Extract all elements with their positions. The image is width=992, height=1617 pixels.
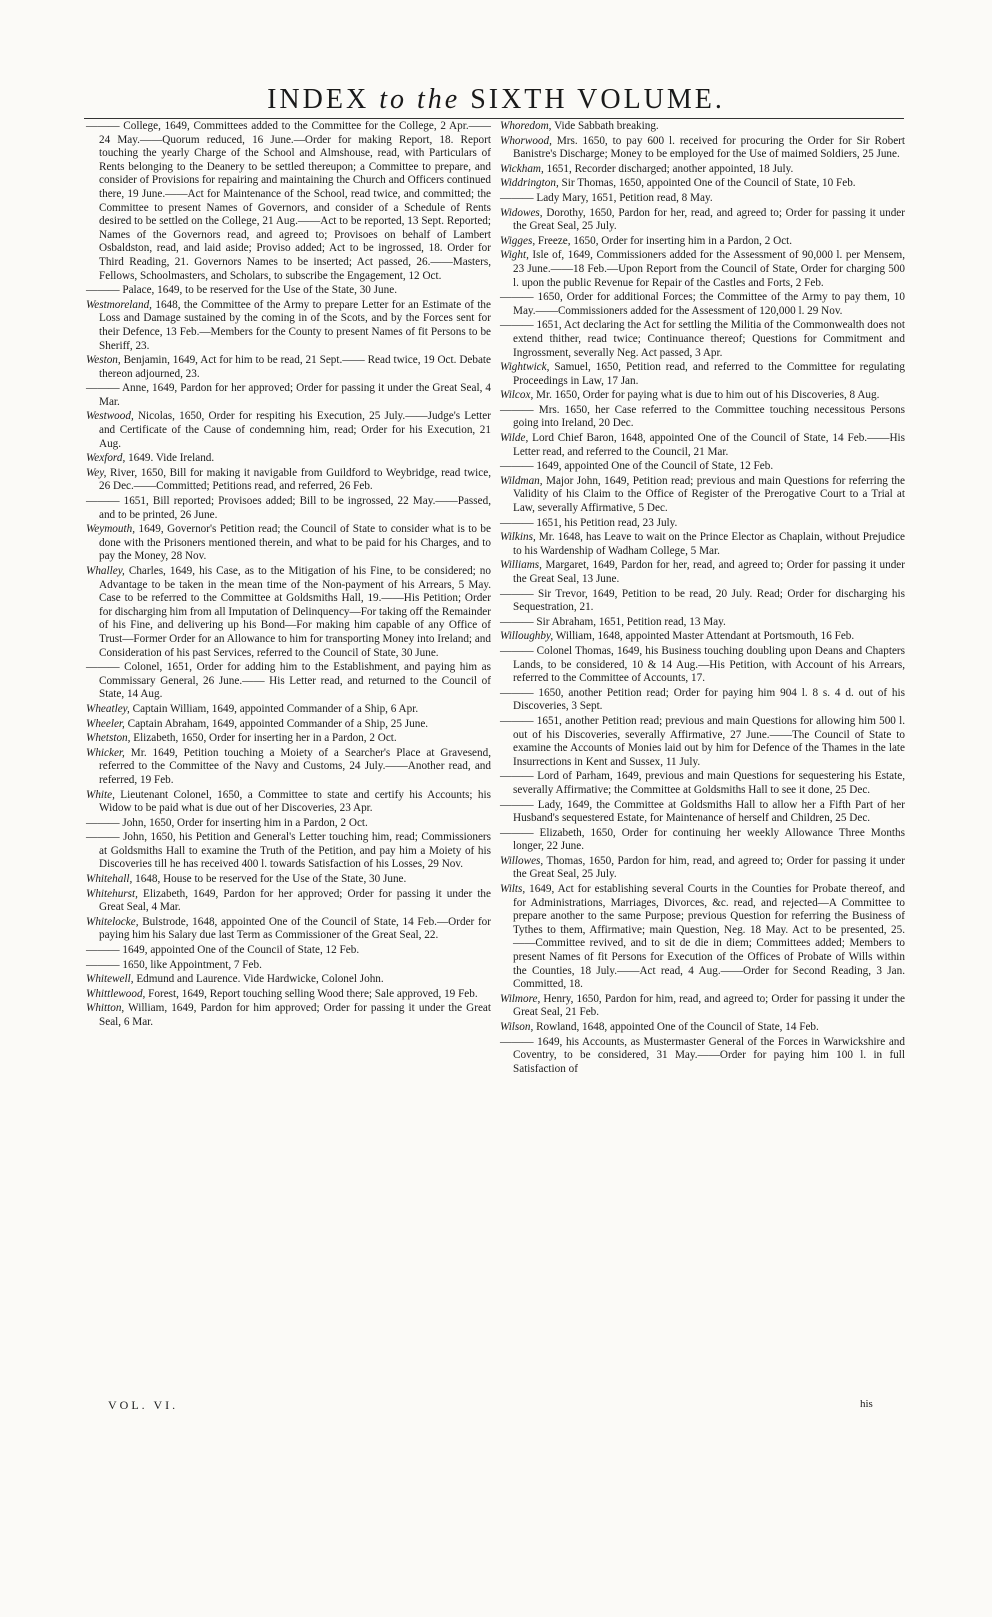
- index-entry: [500, 799, 905, 826]
- entry-text: Freeze, 1650, Order for inserting him in a Pardon, 2 Oct.: [535, 234, 793, 247]
- entry-text: Henry, 1650, Pardon for him, read, and agreed to; Order for passing it under the Great Seal, 21 Feb.: [513, 992, 905, 1019]
- index-entry: [500, 460, 905, 474]
- right-column: [500, 120, 905, 1077]
- index-entry: [86, 703, 491, 717]
- entry-headword: Wilson,: [500, 1021, 534, 1033]
- entry-text: ——— Palace, 1649, to be reserved for the Use of the State, 30 June.: [86, 284, 397, 297]
- entry-text: Forest, 1649, Report touching selling Wood there; Sale approved, 19 Feb.: [145, 987, 478, 1000]
- index-entry: [500, 177, 905, 191]
- entry-text: ——— Lady Mary, 1651, Petition read, 8 May.: [500, 191, 713, 204]
- entry-text: Elizabeth, 1650, Order for inserting her in a Pardon, 2 Oct.: [130, 732, 397, 745]
- index-entry: [500, 1021, 905, 1035]
- entry-text: 1648, House to be reserved for the Use of the State, 30 June.: [132, 873, 407, 886]
- title-connector: to the: [379, 84, 461, 115]
- index-entry: [500, 715, 905, 769]
- index-entry: [86, 452, 491, 466]
- entry-text: ——— 1649, appointed One of the Council of State, 12 Feb.: [86, 944, 360, 957]
- page-title: [0, 84, 992, 116]
- entry-text: 1648, the Committee of the Army to prepare Letter for an Estimate of the Loss and Damage sustained by the coming in of the Scots, and by the Forces sent for their Defence, 13 Feb.—Members for the County to present Names of fit Persons to be Sheriff, 23.: [99, 298, 491, 352]
- title-index: INDEX: [267, 84, 370, 115]
- entry-text: ——— Lady, 1649, the Committee at Goldsmiths Hall to allow her a Fifth Part of her Husband's sequestered Estate, for Maintenance of herself and Children, 25 Dec.: [500, 798, 905, 825]
- entry-text: Elizabeth, 1649, Pardon for her approved; Order for passing it under the Great Seal, 4 Mar.: [99, 887, 491, 914]
- index-entry: [500, 517, 905, 531]
- index-entry: [500, 207, 905, 234]
- index-entry: [500, 135, 905, 162]
- entry-headword: Whoredom,: [500, 120, 552, 132]
- index-entry: [86, 718, 491, 732]
- entry-text: Captain William, 1649, appointed Commander of a Ship, 6 Apr.: [129, 702, 419, 715]
- index-entry: [500, 827, 905, 854]
- entry-text: 1649, Governor's Petition read; the Council of State to consider what is to be done with the Prisoners mentioned therein, and what to be paid for his Charges, and to pay the Money, 28 Nov.: [99, 523, 491, 563]
- index-entry: [500, 235, 905, 249]
- entry-text: Sir Thomas, 1650, appointed One of the Council of State, 10 Feb.: [558, 177, 856, 190]
- index-entry: [500, 361, 905, 388]
- entry-headword: Whitewell,: [86, 973, 134, 986]
- entry-headword: Widowes,: [500, 206, 543, 219]
- index-entry: [86, 916, 491, 943]
- entry-text: Isle of, 1649, Commissioners added for the Assessment of 90,000 l. per Mensem, 23 June.——18 Feb.—Upon Report from the Council of State, Order for charging 500 l. upon the public Revenue for Repair of the Castles and Forts, 2 Feb.: [513, 249, 905, 289]
- entry-text: Rowland, 1648, appointed One of the Council of State, 14 Feb.: [533, 1021, 819, 1033]
- entry-headword: White,: [86, 788, 115, 801]
- entry-text: Mr. 1648, has Leave to wait on the Prince Elector as Chaplain, without Prejudice to his Wardenship of Wadham College, 5 Mar.: [513, 531, 905, 557]
- entry-text: Bulstrode, 1648, appointed One of the Council of State, 14 Feb.—Order for paying him his Salary due last Term as Commissioner of the Great Seal, 22.: [99, 915, 491, 942]
- entry-text: ——— 1650, another Petition read; Order for paying him 904 l. 8 s. 4 d. out of his Discoveries, 3 Sept.: [500, 686, 905, 713]
- entry-headword: Wilts,: [500, 883, 526, 896]
- entry-text: ——— 1651, Bill reported; Provisoes added; Bill to be ingrossed, 22 May.——Passed, and to be printed, 26 June.: [86, 495, 491, 521]
- entry-headword: Wheeler,: [86, 717, 125, 730]
- volume-signature: VOL. VI.: [108, 1398, 179, 1412]
- entry-text: William, 1649, Pardon for him approved; Order for passing it under the Great Seal, 6 Mar.: [99, 1002, 491, 1028]
- index-entry: [500, 588, 905, 615]
- index-entry: [500, 883, 905, 992]
- index-entry: [86, 495, 491, 522]
- entry-text: ——— Mrs. 1650, her Case referred to the Committee touching necessitous Persons going into Ireland, 20 Dec.: [500, 403, 905, 430]
- entry-headword: Wight,: [500, 249, 529, 262]
- entry-text: ——— 1651, his Petition read, 23 July.: [500, 516, 678, 529]
- entry-headword: Wexford,: [86, 452, 126, 465]
- entry-headword: Wightwick,: [500, 361, 550, 374]
- entry-headword: Wilkins,: [500, 531, 536, 544]
- entry-text: ——— 1649, his Accounts, as Mustermaster General of the Forces in Warwickshire and Coventry, to be considered, 31 May.——Order for paying him 100 l. in full Satisfaction of: [500, 1035, 905, 1075]
- index-entry: [86, 410, 491, 451]
- index-entry: [86, 661, 491, 702]
- entry-headword: Weston,: [86, 354, 121, 367]
- entry-text: ——— John, 1650, Order for inserting him in a Pardon, 2 Oct.: [86, 816, 368, 829]
- entry-text: ——— Anne, 1649, Pardon for her approved; Order for passing it under the Great Seal, 4 Mar.: [86, 382, 491, 408]
- entry-headword: Whalley,: [86, 565, 125, 577]
- index-entry: [86, 789, 491, 816]
- title-volume: SIXTH VOLUME.: [470, 84, 725, 115]
- entry-headword: Wilcox,: [500, 389, 534, 402]
- entry-text: ——— Sir Trevor, 1649, Petition to be read, 20 July. Read; Order for discharging his Sequestration, 21.: [500, 587, 905, 614]
- index-entry: [500, 630, 905, 644]
- entry-headword: Westmoreland,: [86, 298, 152, 311]
- entry-headword: Wickham,: [500, 162, 544, 175]
- index-entry: [500, 687, 905, 714]
- index-entry: [500, 432, 905, 459]
- index-entry: [500, 319, 905, 360]
- entry-text: Nicolas, 1650, Order for respiting his Execution, 25 July.——Judge's Letter and Certificate of the Cause of condemning him, read; Order for his Execution, 21 Aug.: [99, 410, 491, 450]
- index-entry: [86, 732, 491, 746]
- index-entry: [86, 959, 491, 973]
- entry-text: ——— 1650, like Appointment, 7 Feb.: [86, 958, 262, 971]
- entry-headword: Whitehall,: [86, 873, 133, 886]
- index-entry: [86, 747, 491, 788]
- entry-text: Lieutenant Colonel, 1650, a Committee to state and certify his Accounts; his Widow to be paid what is due out of her Discoveries, 23 Apr.: [99, 788, 491, 815]
- entry-text: ——— 1650, Order for additional Forces; the Committee of the Army to pay them, 10 May.——Commissioners added for the Assessment of 120,000 l. 29 Nov.: [500, 291, 905, 317]
- index-entry: [86, 1002, 491, 1029]
- entry-text: Samuel, 1650, Petition read, and referred to the Committee for regulating Proceedings in Law, 17 Jan.: [513, 361, 905, 387]
- entry-text: Mr. 1649, Petition touching a Moiety of a Searcher's Place at Gravesend, referred to the Committee of the Navy and Customs, 24 July.——Another read, and referred, 19 Feb.: [99, 746, 491, 786]
- index-entry: [86, 284, 491, 298]
- index-entry: [86, 354, 491, 381]
- index-entry: [86, 382, 491, 409]
- entry-headword: Willowes,: [500, 854, 544, 867]
- index-entry: [86, 873, 491, 887]
- entry-headword: Whetston,: [86, 732, 131, 745]
- index-entry: [500, 559, 905, 586]
- entry-headword: Whittlewood,: [86, 987, 146, 1000]
- index-entry: [86, 817, 491, 831]
- entry-headword: Wilmore,: [500, 992, 541, 1005]
- entry-text: River, 1650, Bill for making it navigable from Guildford to Weybridge, read twice, 26 Dec.——Committed; Petitions read, and referred, 26 Feb.: [99, 466, 491, 493]
- entry-text: ——— College, 1649, Committees added to the Committee for the College, 2 Apr.——24 May.——Quorum reduced, 16 June.—Order for making Report, 18. Report touching the yearly Charge of the School and Almshouse, read, with Particulars of Rents belonging to the Deanery to be settled thereupon; a Committee to prepare, and consider of Provisions for repairing and maintaining the Church and Officers continued there, 19 June.——Act for Maintenance of the School, read twice, and committed; the Committee to present Names of Governors, and consider of a Schedule of Rents desired to be settled on the College, 21 Aug.——Act to be reported, 13 Sept. Reported; Names of the Governors read, and agreed to; Provisoes on behalf of Lambert Osbaldston, read, and laid aside; Proviso added; Act to be ingrossed, 18. Order for Third Reading, 21. Governors Names to be inserted; Act passed, 26.——Masters, Fellows, Schoolmasters, and Scholars, to subscribe the Engagement, 12 Oct.: [86, 120, 491, 282]
- entry-text: ——— Sir Abraham, 1651, Petition read, 13 May.: [500, 615, 726, 628]
- index-entry: [86, 565, 491, 660]
- entry-text: Vide Sabbath breaking.: [551, 120, 659, 132]
- index-entry: [86, 973, 491, 987]
- index-entry: [86, 523, 491, 564]
- index-entry: [86, 467, 491, 494]
- index-entry: [500, 770, 905, 797]
- entry-text: Captain Abraham, 1649, appointed Commander of a Ship, 25 June.: [124, 717, 429, 730]
- entry-headword: Wey,: [86, 466, 107, 479]
- entry-text: Major John, 1649, Petition read; previous and main Questions for referring the Validity of his Claim to the Office of Register of the Prerogative Court to a Trial at Law, severally Affirmative, 5 Dec.: [513, 474, 905, 515]
- entry-text: Dorothy, 1650, Pardon for her, read, and agreed to; Order for passing it under the Great Seal, 25 July.: [513, 206, 905, 233]
- index-entry: [500, 1036, 905, 1077]
- index-entry: [500, 291, 905, 318]
- index-entry: [500, 531, 905, 558]
- entry-text: 1651, Recorder discharged; another appointed, 18 July.: [543, 162, 794, 175]
- entry-text: Mr. 1650, Order for paying what is due to him out of his Discoveries, 8 Aug.: [533, 389, 880, 402]
- index-entry: [500, 855, 905, 882]
- entry-headword: Whitehurst,: [86, 887, 138, 900]
- index-entry: [500, 616, 905, 630]
- entry-text: Charles, 1649, his Case, as to the Mitigation of his Fine, to be considered; no Advantage to be taken in the mean time of the Non-payment of his Arrears, 5 May. Case to be referred to the Committee at Goldsmiths Hall, 19.——His Petition; Order for discharging him from all Imputation of Delinquency—For taking off the Remainder of his Fine, and delivering up his Bond—For making him capable of any Office of Trust—Former Order for an Allowance to him for transporting Money into Ireland; and Consideration of his past Services, referred to the Council of State, 30 June.: [99, 565, 491, 659]
- entry-text: Lord Chief Baron, 1648, appointed One of the Council of State, 14 Feb.——His Letter read, and referred to the Council, 21 Mar.: [513, 432, 905, 458]
- entry-text: ——— 1649, appointed One of the Council of State, 12 Feb.: [500, 460, 774, 473]
- entry-headword: Westwood,: [86, 410, 134, 423]
- entry-text: ——— Lord of Parham, 1649, previous and main Questions for sequestering his Estate, severally Affirmative; the Committee at Goldsmiths Hall to see it done, 25 Dec.: [500, 770, 905, 796]
- entry-text: 1649. Vide Ireland.: [125, 452, 215, 465]
- entry-headword: Whitelocke,: [86, 915, 139, 928]
- entry-text: Margaret, 1649, Pardon for her, read, and agreed to; Order for passing it under the Great Seal, 13 June.: [513, 559, 905, 585]
- catchword: his: [860, 1398, 873, 1410]
- entry-headword: Wilde,: [500, 432, 529, 445]
- index-entry: [86, 831, 491, 872]
- entry-headword: Widdrington,: [500, 177, 559, 190]
- index-entry: [500, 163, 905, 177]
- index-entry: [500, 475, 905, 516]
- entry-text: ——— 1651, another Petition read; previous and main Questions for allowing him 500 l. out of his Discoveries, severally Affirmative, 27 June.——The Council of State to examine the Accounts of Monies laid out by him for Defence of the Thames in the late Insurrections in Kent and Sussex, 11 July.: [500, 714, 905, 768]
- entry-text: Edmund and Laurence. Vide Hardwicke, Colonel John.: [133, 973, 384, 986]
- index-entry: [86, 299, 491, 353]
- entry-headword: Willoughby,: [500, 630, 554, 643]
- entry-text: ——— Colonel Thomas, 1649, his Business touching doubling upon Deans and Chapters Lands, to be considered, 10 & 14 Aug.—His Petition, with Account of his Arrears, referred to the Committee of Accounts, 17.: [500, 644, 905, 685]
- entry-text: ——— 1651, Act declaring the Act for settling the Militia of the Commonwealth does not extend thither, read twice; Continuance thereof; Questions for Commitment and Ingrossment, severally Neg. Act passed, 3 Apr.: [500, 319, 905, 359]
- entry-headword: Wildman,: [500, 474, 543, 487]
- entry-headword: Williams,: [500, 559, 542, 572]
- entry-text: 1649, Act for establishing several Courts in the Counties for Probate thereof, and for Administrations, Marriages, Divorces, &c. read, and rejected—A Committee to prepare another to the same Purpose; previous Question for referring the Business of Tythes to them, Affirmative; main Question, Neg. 18 May. Act to be presented, 25.——Committee revived, and to sit de die in diem; Committees added; Members to present Names of fit Persons for Execution of the Offices of Probate of Wills within the Counties, 18 July.——Act read, 4 Aug.——Order for Second Reading, 3 Jan. Committed, 18.: [513, 883, 905, 991]
- entry-headword: Wigges,: [500, 234, 536, 247]
- left-column: [86, 120, 491, 1031]
- entry-headword: Whicker,: [86, 746, 125, 759]
- index-entry: [500, 249, 905, 290]
- entry-headword: Weymouth,: [86, 523, 135, 536]
- index-entry: [500, 389, 905, 403]
- index-entry: [86, 944, 491, 958]
- index-entry: [500, 645, 905, 686]
- entry-text: ——— Elizabeth, 1650, Order for continuing her weekly Allowance Three Months longer, 22 June.: [500, 826, 905, 853]
- index-entry: [500, 120, 905, 134]
- entry-text: ——— John, 1650, his Petition and General's Letter touching him, read; Commissioners at Goldsmiths Hall to examine the Truth of the Petition, and pay him a Moiety of his Discoveries till he has received 400 l. towards Satisfaction of his Losses, 29 Nov.: [86, 831, 491, 871]
- index-entry: [500, 192, 905, 206]
- entry-text: William, 1648, appointed Master Attendant at Portsmouth, 16 Feb.: [553, 630, 855, 643]
- entry-text: ——— Colonel, 1651, Order for adding him to the Establishment, and paying him as Commissary General, 26 June.—— His Letter read, and returned to the Council of State, 14 Aug.: [86, 661, 491, 701]
- index-entry: [86, 888, 491, 915]
- index-entry: [500, 404, 905, 431]
- entry-text: Thomas, 1650, Pardon for him, read, and agreed to; Order for passing it under the Great Seal, 25 July.: [513, 854, 905, 881]
- entry-headword: Whorwood,: [500, 134, 552, 147]
- entry-text: Mrs. 1650, to pay 600 l. received for procuring the Order for Sir Robert Banistre's Discharge; Money to be employed for the Use of maimed Soldiers, 25 June.: [513, 134, 905, 161]
- index-entry: [86, 988, 491, 1002]
- title-rule: [84, 118, 904, 119]
- entry-text: Benjamin, 1649, Act for him to be read, 21 Sept.—— Read twice, 19 Oct. Debate thereon adjourned, 23.: [99, 354, 491, 380]
- entry-headword: Wheatley,: [86, 702, 130, 715]
- index-entry: [86, 120, 491, 283]
- entry-headword: Whitton,: [86, 1002, 125, 1015]
- index-entry: [500, 993, 905, 1020]
